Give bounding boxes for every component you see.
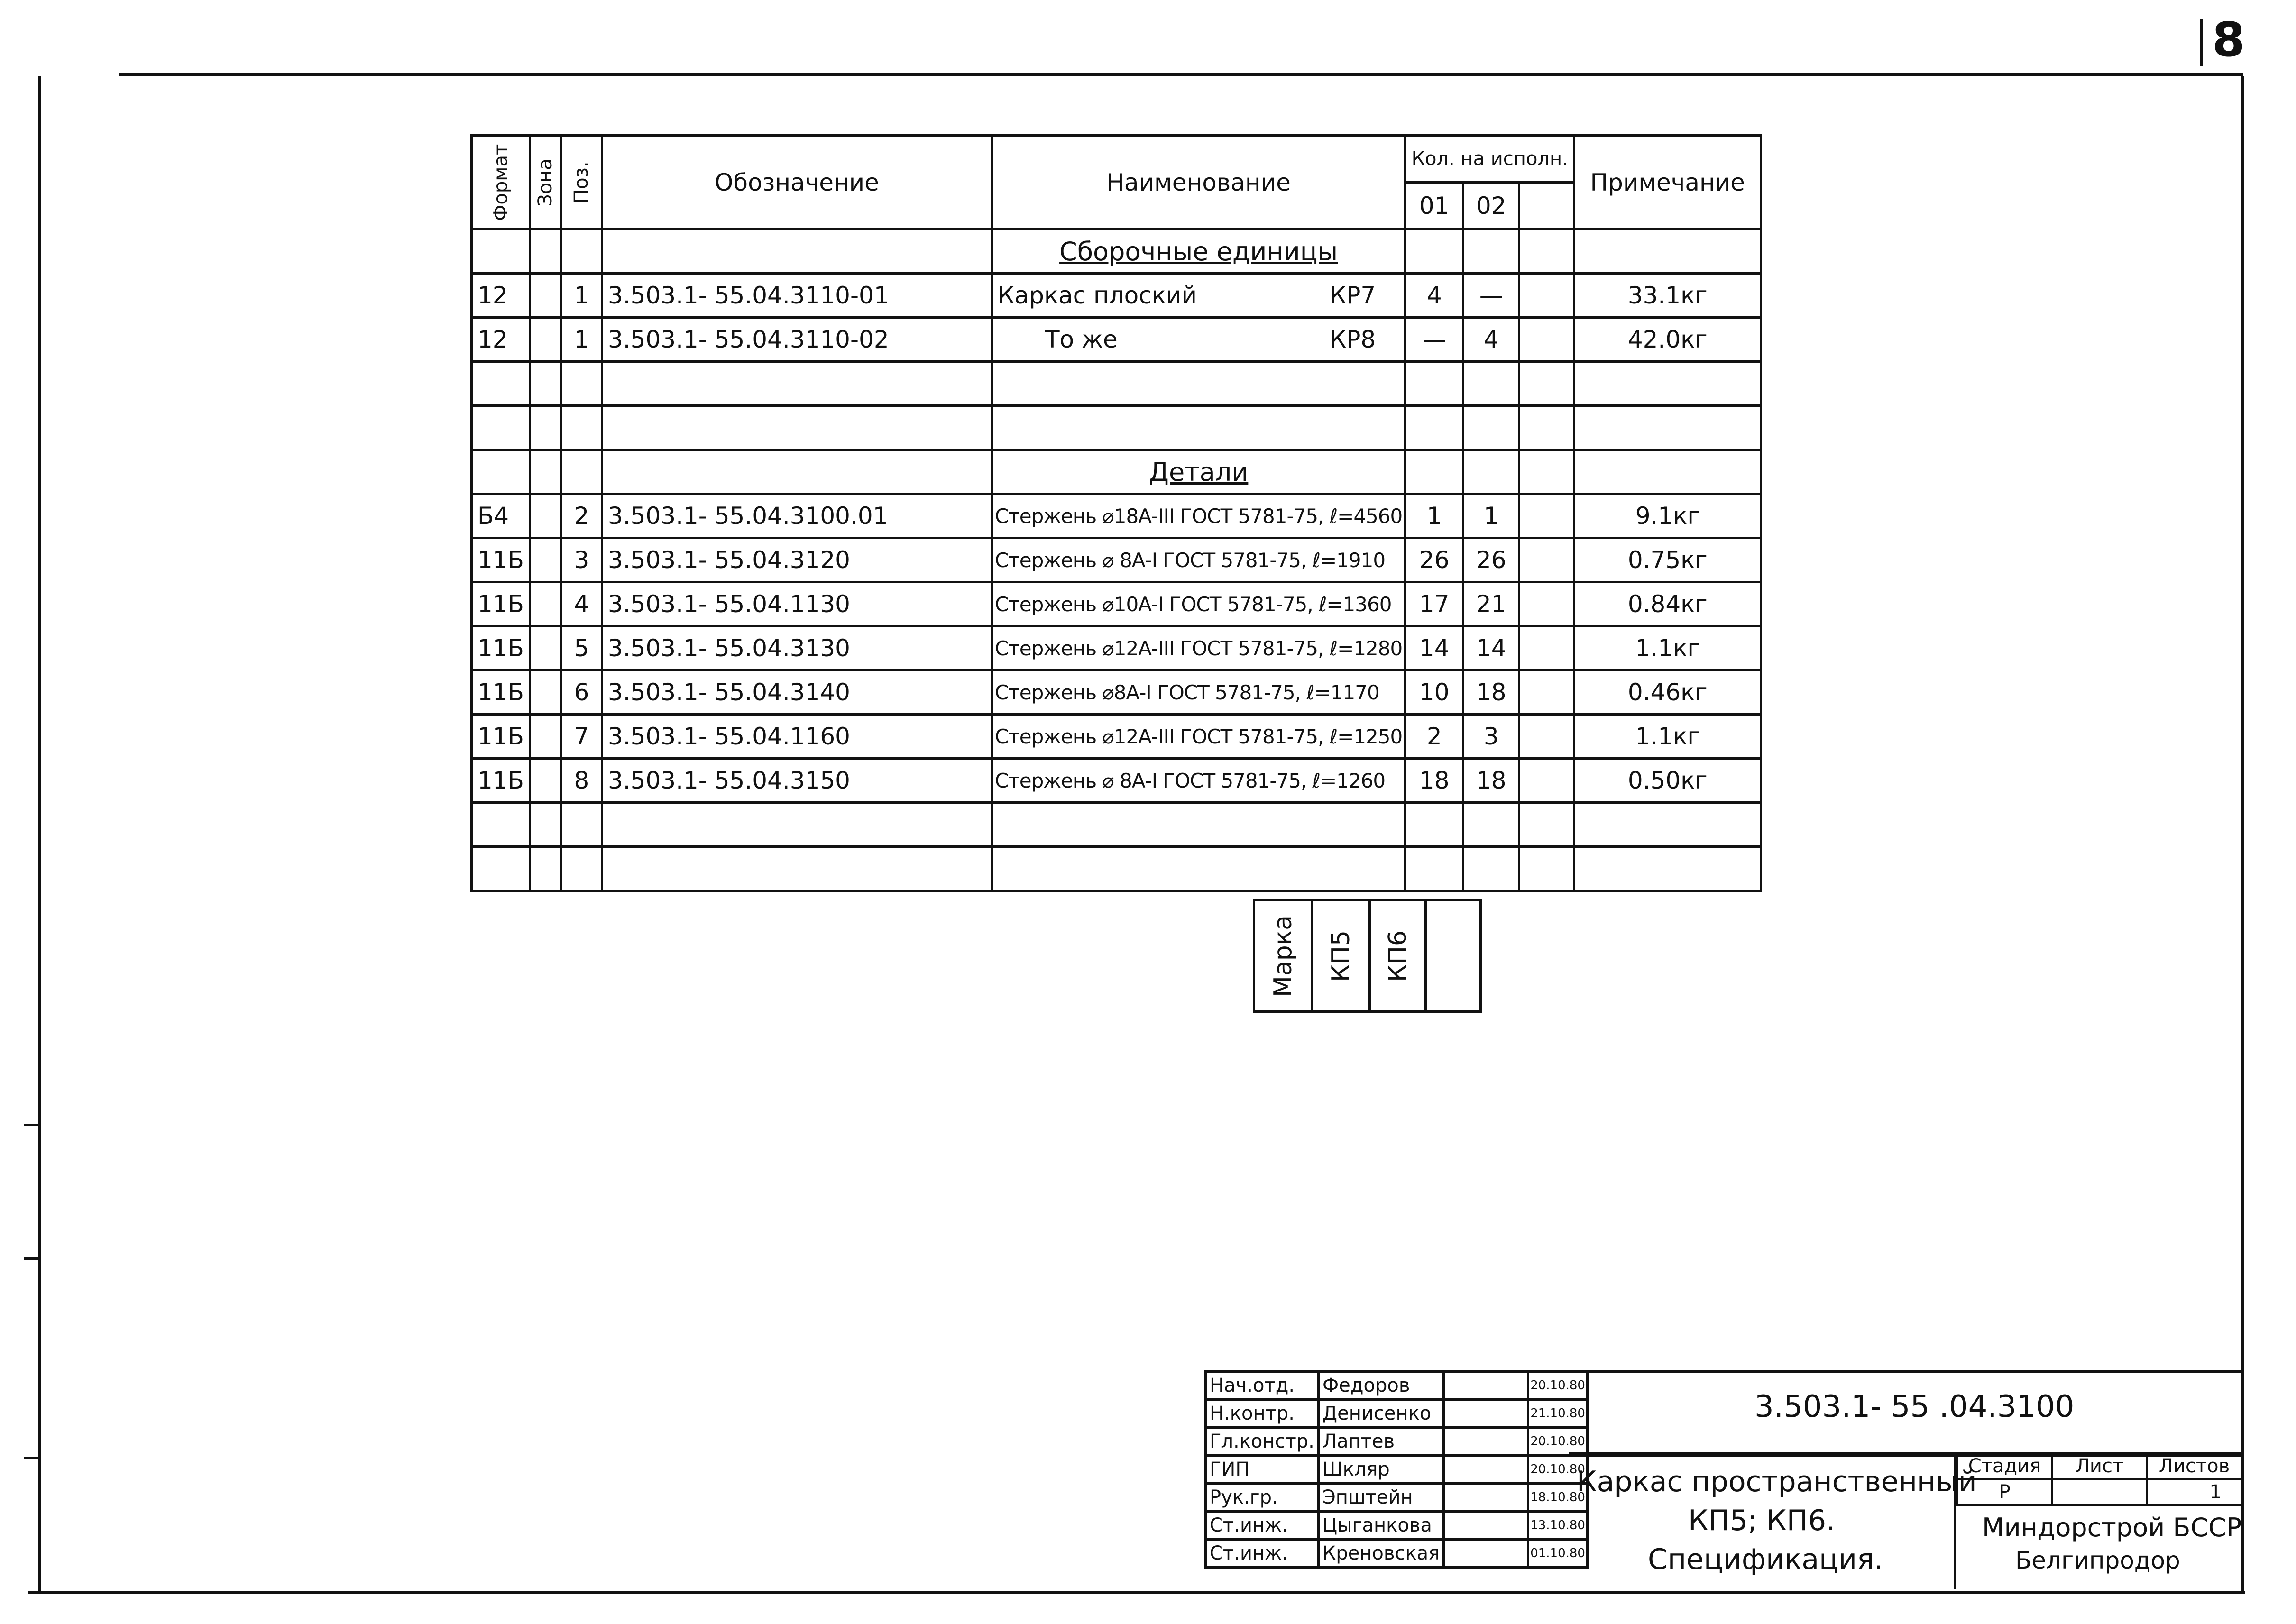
table-row	[472, 318, 1761, 362]
role-cell: Нач.отд.	[1206, 1372, 1319, 1400]
note-cell: 9.1кг	[1574, 494, 1761, 538]
qty02-cell: 1	[1463, 494, 1519, 538]
signature-cell	[1444, 1372, 1528, 1400]
qty02-cell: 3	[1463, 715, 1519, 759]
designation-cell: 3.503.1- 55.04.3110-02	[602, 318, 992, 362]
table-row	[472, 715, 1761, 759]
table-row	[472, 582, 1761, 626]
designation-cell: 3.503.1- 55.04.1160	[602, 715, 992, 759]
designation-cell: 3.503.1- 55.04.3130	[602, 626, 992, 670]
header-format: Формат	[472, 136, 530, 229]
date-cell: 21.10.80	[1528, 1400, 1588, 1428]
mark-text: КР8	[1329, 326, 1376, 353]
qty01-cell: 1	[1405, 494, 1463, 538]
role-cell: Рук.гр.	[1206, 1484, 1319, 1512]
frame-left-line	[38, 76, 41, 1593]
title-line-2: КП5; КП6.	[1688, 1504, 1836, 1537]
pos-cell: 3	[561, 538, 602, 582]
qty02-cell: —	[1463, 274, 1519, 318]
table-row	[472, 670, 1761, 715]
role-cell: Н.контр.	[1206, 1400, 1319, 1428]
doc-code: 3.503.1- 55 .04.3100	[1754, 1389, 2075, 1424]
name-cell: Шкляр	[1318, 1456, 1443, 1484]
note-cell: 0.84кг	[1574, 582, 1761, 626]
empty-row	[472, 406, 1761, 450]
table-row	[472, 759, 1761, 803]
format-cell: 11Б	[472, 670, 530, 715]
role-cell: ГИП	[1206, 1456, 1319, 1484]
name-cell: Стержень ⌀18А-III ГОСТ 5781-75, ℓ=4560	[992, 494, 1405, 538]
signature-row	[1206, 1512, 1588, 1540]
note-cell: 1.1кг	[1574, 715, 1761, 759]
table-row	[472, 626, 1761, 670]
title-line-1: Каркас пространственный	[1577, 1465, 1977, 1498]
header-designation: Обозначение	[602, 136, 992, 229]
name-cell	[992, 274, 1405, 318]
empty-row	[472, 803, 1761, 847]
signature-row	[1206, 1428, 1588, 1456]
marka-table	[1253, 899, 1482, 1013]
designation-cell: 3.503.1- 55.04.3100.01	[602, 494, 992, 538]
note-cell: 0.50кг	[1574, 759, 1761, 803]
note-cell: 0.46кг	[1574, 670, 1761, 715]
header-note: Примечание	[1574, 136, 1761, 229]
sheet-value	[2052, 1479, 2147, 1505]
margin-tick	[24, 1124, 40, 1126]
table-row	[472, 538, 1761, 582]
signature-cell	[1444, 1540, 1528, 1568]
frame-bottom-line	[28, 1591, 2245, 1594]
name-cell: Федоров	[1318, 1372, 1443, 1400]
marka-label: Марка	[1254, 900, 1312, 1012]
designation-cell: 3.503.1- 55.04.3110-01	[602, 274, 992, 318]
header-zone: Зона	[530, 136, 561, 229]
corner-divider	[2200, 19, 2203, 66]
qty02-cell: 21	[1463, 582, 1519, 626]
org-line-1: Миндорстрой БССР	[1982, 1513, 2242, 1542]
name-text: Каркас плоский	[997, 282, 1197, 309]
org-line-2: Белгипродор	[2015, 1547, 2180, 1574]
qty01-cell: 2	[1405, 715, 1463, 759]
note-cell: 0.75кг	[1574, 538, 1761, 582]
role-cell: Гл.констр.	[1206, 1428, 1319, 1456]
frame-top-line	[119, 73, 2243, 76]
format-cell: 11Б	[472, 626, 530, 670]
date-cell: 20.10.80	[1528, 1456, 1588, 1484]
page-number: 8	[2212, 12, 2245, 67]
qty01-cell: 10	[1405, 670, 1463, 715]
marka-row	[1254, 900, 1481, 1012]
name-cell: Стержень ⌀12А-III ГОСТ 5781-75, ℓ=1250	[992, 715, 1405, 759]
header-qty: Кол. на исполн.	[1405, 136, 1574, 183]
title-line-3: Спецификация.	[1648, 1543, 1883, 1576]
qty01-cell: 26	[1405, 538, 1463, 582]
format-cell: 11Б	[472, 759, 530, 803]
name-cell: Стержень ⌀ 8А-I ГОСТ 5781-75, ℓ=1260	[992, 759, 1405, 803]
date-cell: 20.10.80	[1528, 1428, 1588, 1456]
role-cell: Ст.инж.	[1206, 1512, 1319, 1540]
name-cell: Стержень ⌀ 8А-I ГОСТ 5781-75, ℓ=1910	[992, 538, 1405, 582]
signature-row	[1206, 1372, 1588, 1400]
pos-cell: 2	[561, 494, 602, 538]
header-name: Наименование	[992, 136, 1405, 229]
designation-cell: 3.503.1- 55.04.1130	[602, 582, 992, 626]
format-cell: 11Б	[472, 715, 530, 759]
header-row	[472, 136, 1761, 183]
header-qty-02: 02	[1463, 183, 1519, 229]
qty01-cell: 17	[1405, 582, 1463, 626]
qty02-cell: 14	[1463, 626, 1519, 670]
signature-cell	[1444, 1512, 1528, 1540]
empty-row	[472, 847, 1761, 891]
signature-row	[1206, 1540, 1588, 1568]
note-cell: 1.1кг	[1574, 626, 1761, 670]
format-cell: 12	[472, 274, 530, 318]
qty01-cell: 18	[1405, 759, 1463, 803]
name-cell: Стержень ⌀12А-III ГОСТ 5781-75, ℓ=1280	[992, 626, 1405, 670]
name-cell: Стержень ⌀10А-I ГОСТ 5781-75, ℓ=1360	[992, 582, 1405, 626]
qty01-cell: 4	[1405, 274, 1463, 318]
section-assemblies: Сборочные единицы	[992, 229, 1405, 274]
signature-table	[1204, 1370, 1589, 1569]
specification-table	[470, 134, 1762, 892]
format-cell: 11Б	[472, 582, 530, 626]
header-pos: Поз.	[561, 136, 602, 229]
pos-cell: 8	[561, 759, 602, 803]
mark-text: КР7	[1329, 282, 1376, 309]
pos-cell: 1	[561, 318, 602, 362]
name-cell: Креновская	[1318, 1540, 1443, 1568]
sheets-label: Листов	[2147, 1453, 2242, 1479]
section-details: Детали	[992, 450, 1405, 494]
designation-cell: 3.503.1- 55.04.3120	[602, 538, 992, 582]
table-row	[472, 274, 1761, 318]
qty01-cell: —	[1405, 318, 1463, 362]
sheets-value: 1	[2147, 1479, 2242, 1505]
signature-cell	[1444, 1456, 1528, 1484]
pos-cell: 7	[561, 715, 602, 759]
signature-cell	[1444, 1428, 1528, 1456]
stage-value-row	[1957, 1479, 2242, 1505]
date-cell: 18.10.80	[1528, 1484, 1588, 1512]
frame-right-line	[2241, 76, 2244, 1593]
section-row	[472, 450, 1761, 494]
format-cell: Б4	[472, 494, 530, 538]
note-cell: 42.0кг	[1574, 318, 1761, 362]
marka-kp6: КП6	[1370, 900, 1426, 1012]
section-row	[472, 229, 1761, 274]
pos-cell: 5	[561, 626, 602, 670]
date-cell: 20.10.80	[1528, 1372, 1588, 1400]
header-qty-01: 01	[1405, 183, 1463, 229]
pos-cell: 6	[561, 670, 602, 715]
qty02-cell: 4	[1463, 318, 1519, 362]
stage-table	[1956, 1452, 2243, 1506]
name-cell: Цыганкова	[1318, 1512, 1443, 1540]
stage-header-row	[1957, 1453, 2242, 1479]
pos-cell: 1	[561, 274, 602, 318]
name-cell: Стержень ⌀8А-I ГОСТ 5781-75, ℓ=1170	[992, 670, 1405, 715]
table-row	[472, 494, 1761, 538]
date-cell: 13.10.80	[1528, 1512, 1588, 1540]
stage-value: Р	[1957, 1479, 2052, 1505]
stage-label: Стадия	[1957, 1453, 2052, 1479]
name-cell	[992, 318, 1405, 362]
qty02-cell: 18	[1463, 670, 1519, 715]
designation-cell: 3.503.1- 55.04.3150	[602, 759, 992, 803]
date-cell: 01.10.80	[1528, 1540, 1588, 1568]
name-cell: Лаптев	[1318, 1428, 1443, 1456]
name-text: То же	[1045, 326, 1118, 353]
margin-tick	[24, 1257, 40, 1260]
marka-kp5: КП5	[1312, 900, 1370, 1012]
signature-row	[1206, 1484, 1588, 1512]
note-cell: 33.1кг	[1574, 274, 1761, 318]
empty-row	[472, 362, 1761, 406]
name-cell: Эпштейн	[1318, 1484, 1443, 1512]
signature-row	[1206, 1400, 1588, 1428]
qty01-cell: 14	[1405, 626, 1463, 670]
sheet-label: Лист	[2052, 1453, 2147, 1479]
role-cell: Ст.инж.	[1206, 1540, 1319, 1568]
qty02-cell: 18	[1463, 759, 1519, 803]
signature-cell	[1444, 1484, 1528, 1512]
margin-tick	[24, 1457, 40, 1459]
format-cell: 11Б	[472, 538, 530, 582]
format-cell: 12	[472, 318, 530, 362]
signature-row	[1206, 1456, 1588, 1484]
qty02-cell: 26	[1463, 538, 1519, 582]
header-qty-empty	[1519, 183, 1574, 229]
signature-cell	[1444, 1400, 1528, 1428]
designation-cell: 3.503.1- 55.04.3140	[602, 670, 992, 715]
name-cell: Денисенко	[1318, 1400, 1443, 1428]
pos-cell: 4	[561, 582, 602, 626]
